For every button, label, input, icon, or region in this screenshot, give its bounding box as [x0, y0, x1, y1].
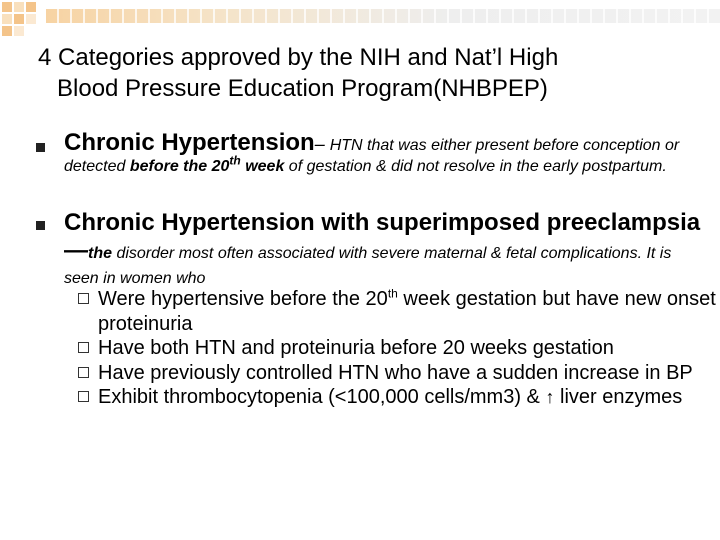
header-bar-stripes [46, 9, 720, 23]
superscript: th [387, 286, 398, 301]
list-item-text: Were hypertensive before the 20 [98, 288, 388, 310]
list-item [78, 361, 718, 386]
bullet-text [64, 210, 706, 291]
bullet-body: disorder most often associated with severe maternal & fetal complications. It is seen in women who [64, 245, 672, 287]
title-line-2: Blood Pressure Education Program(NHBPEP) [57, 75, 548, 102]
square-bullet-icon [36, 221, 45, 230]
bullet-emphasis: before the 20 [129, 158, 230, 175]
sub-bullet-list [78, 287, 718, 410]
bullet-emphasis: the [88, 245, 112, 262]
list-item-text: Have previously controlled HTN who have a sudden increase in BP [98, 361, 693, 384]
checkbox-bullet-icon [78, 367, 89, 378]
bullet-text [64, 129, 706, 177]
corner-grid-decoration [0, 0, 50, 42]
bullet-heading: Chronic Hypertension [64, 129, 315, 156]
checkbox-bullet-icon [78, 342, 89, 353]
list-item [78, 385, 718, 410]
bullet-body: of gestation & did not resolve in the early postpartum. [284, 158, 667, 175]
list-item [78, 287, 718, 336]
up-arrow-icon: ↑ [545, 387, 555, 407]
slide-title [38, 42, 678, 104]
bullet-emphasis: week [240, 158, 285, 175]
bullet-heading: Chronic Hypertension with superimposed preeclampsia— [64, 209, 701, 264]
title-line-1: 4 Categories approved by the NIH and Nat’l High [38, 44, 559, 71]
list-item-text: Exhibit thrombocytopenia (<100,000 cells/mm3) & [98, 386, 546, 408]
checkbox-bullet-icon [78, 391, 89, 402]
list-item-text: week gestation but have new onset proteinuria [98, 288, 716, 335]
list-item [78, 336, 718, 361]
list-item-text: liver enzymes [554, 386, 683, 408]
checkbox-bullet-icon [78, 293, 89, 304]
bullet-dash: – [314, 134, 330, 154]
superscript: th [229, 153, 241, 168]
bullet-body: HTN that was either present before conception or detected [64, 137, 680, 175]
list-item-text: Have both HTN and proteinuria before 20 weeks gestation [98, 337, 614, 359]
square-bullet-icon [36, 143, 45, 152]
